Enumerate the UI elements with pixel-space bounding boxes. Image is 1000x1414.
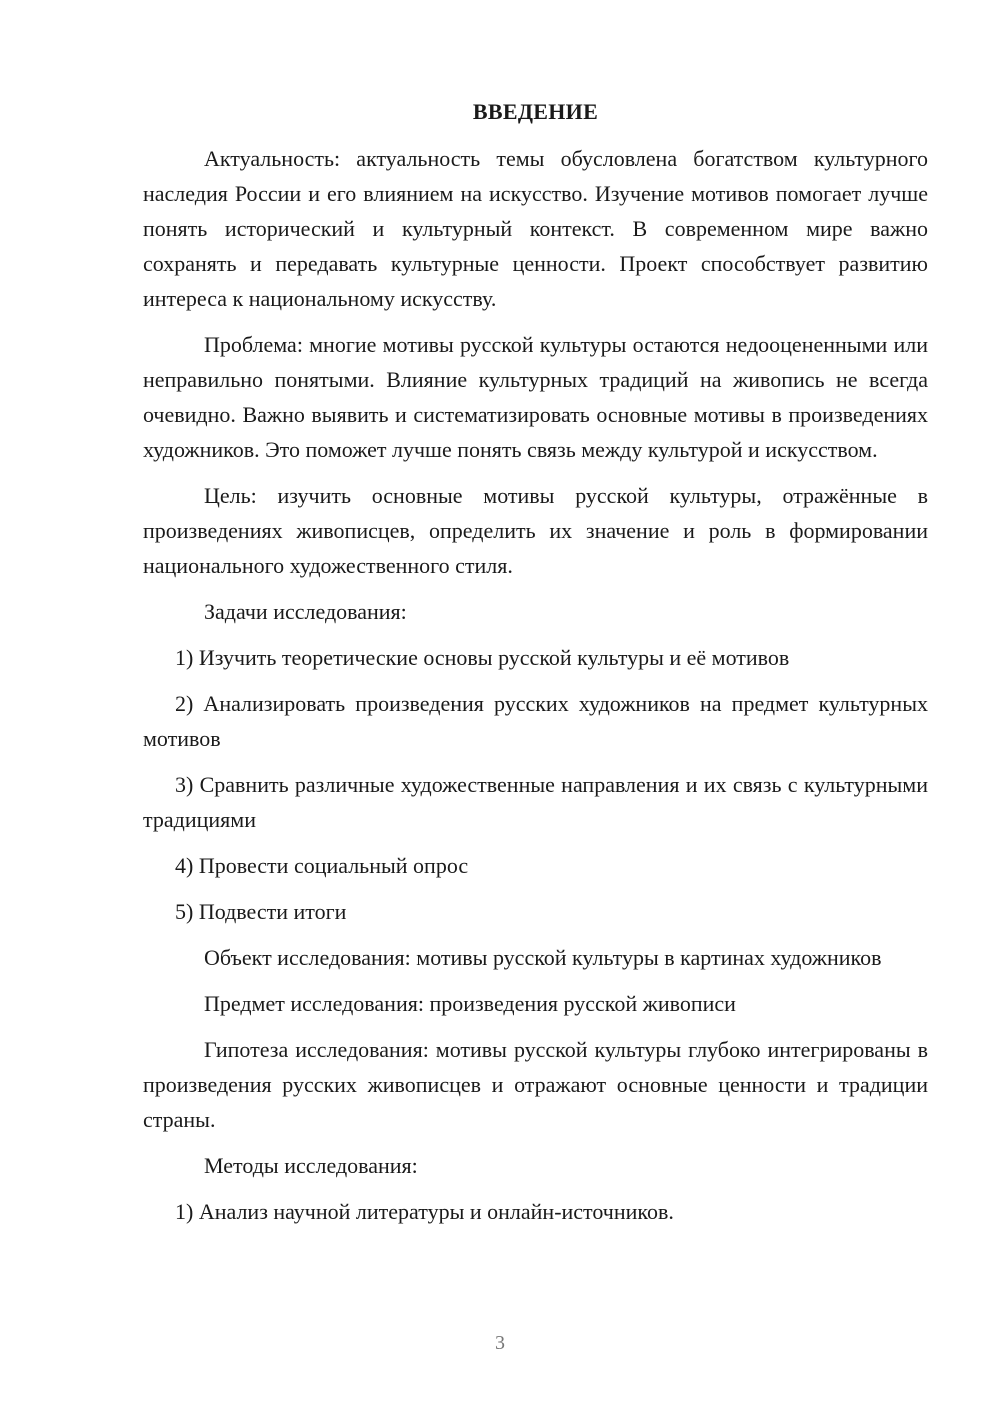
document-page [143,94,928,1240]
paragraph-goal: Цель: изучить основные мотивы русской культуры, отражённые в произведениях живописцев, определить их значение и роль в формировании национального художественного стиля. [143,483,928,578]
paragraph-object: Объект исследования: мотивы русской культуры в картинах художников [204,945,882,970]
task-item-1: 1) Изучить теоретические основы русской культуры и её мотивов [175,645,790,670]
paragraph-problem: Проблема: многие мотивы русской культуры остаются недооцененными или неправильно понятыми. Влияние культурных традиций на живопись не всегда очевидно. Важно выявить и систематизировать основные мотивы в произведениях художников. Это поможет лучше понять связь между культурой и искусством. [143,332,928,462]
task-item-2: 2) Анализировать произведения русских художников на предмет культурных мотивов [143,691,928,751]
paragraph-tasks-heading: Задачи исследования: [204,599,407,624]
paragraph-methods-heading: Методы исследования: [204,1153,418,1178]
task-item-3: 3) Сравнить различные художественные направления и их связь с культурными традициями [143,772,928,832]
task-item-5: 5) Подвести итоги [175,899,347,924]
paragraph-relevance: Актуальность: актуальность темы обусловлена богатством культурного наследия России и его влиянием на искусство. Изучение мотивов помогает лучше понять исторический и культурный контекст. В современном мире важно сохранять и передавать культурные ценности. Проект способствует развитию интереса к национальному искусству. [143,146,928,311]
paragraph-hypothesis: Гипотеза исследования: мотивы русской культуры глубоко интегрированы в произведения русских живописцев и отражают основные ценности и традиции страны. [143,1037,928,1132]
method-item-1: 1) Анализ научной литературы и онлайн-источников. [175,1199,674,1224]
section-title: ВВЕДЕНИЕ [472,99,599,124]
task-item-4: 4) Провести социальный опрос [175,853,469,878]
paragraph-subject: Предмет исследования: произведения русской живописи [204,991,736,1016]
page-number: 3 [495,1332,505,1354]
